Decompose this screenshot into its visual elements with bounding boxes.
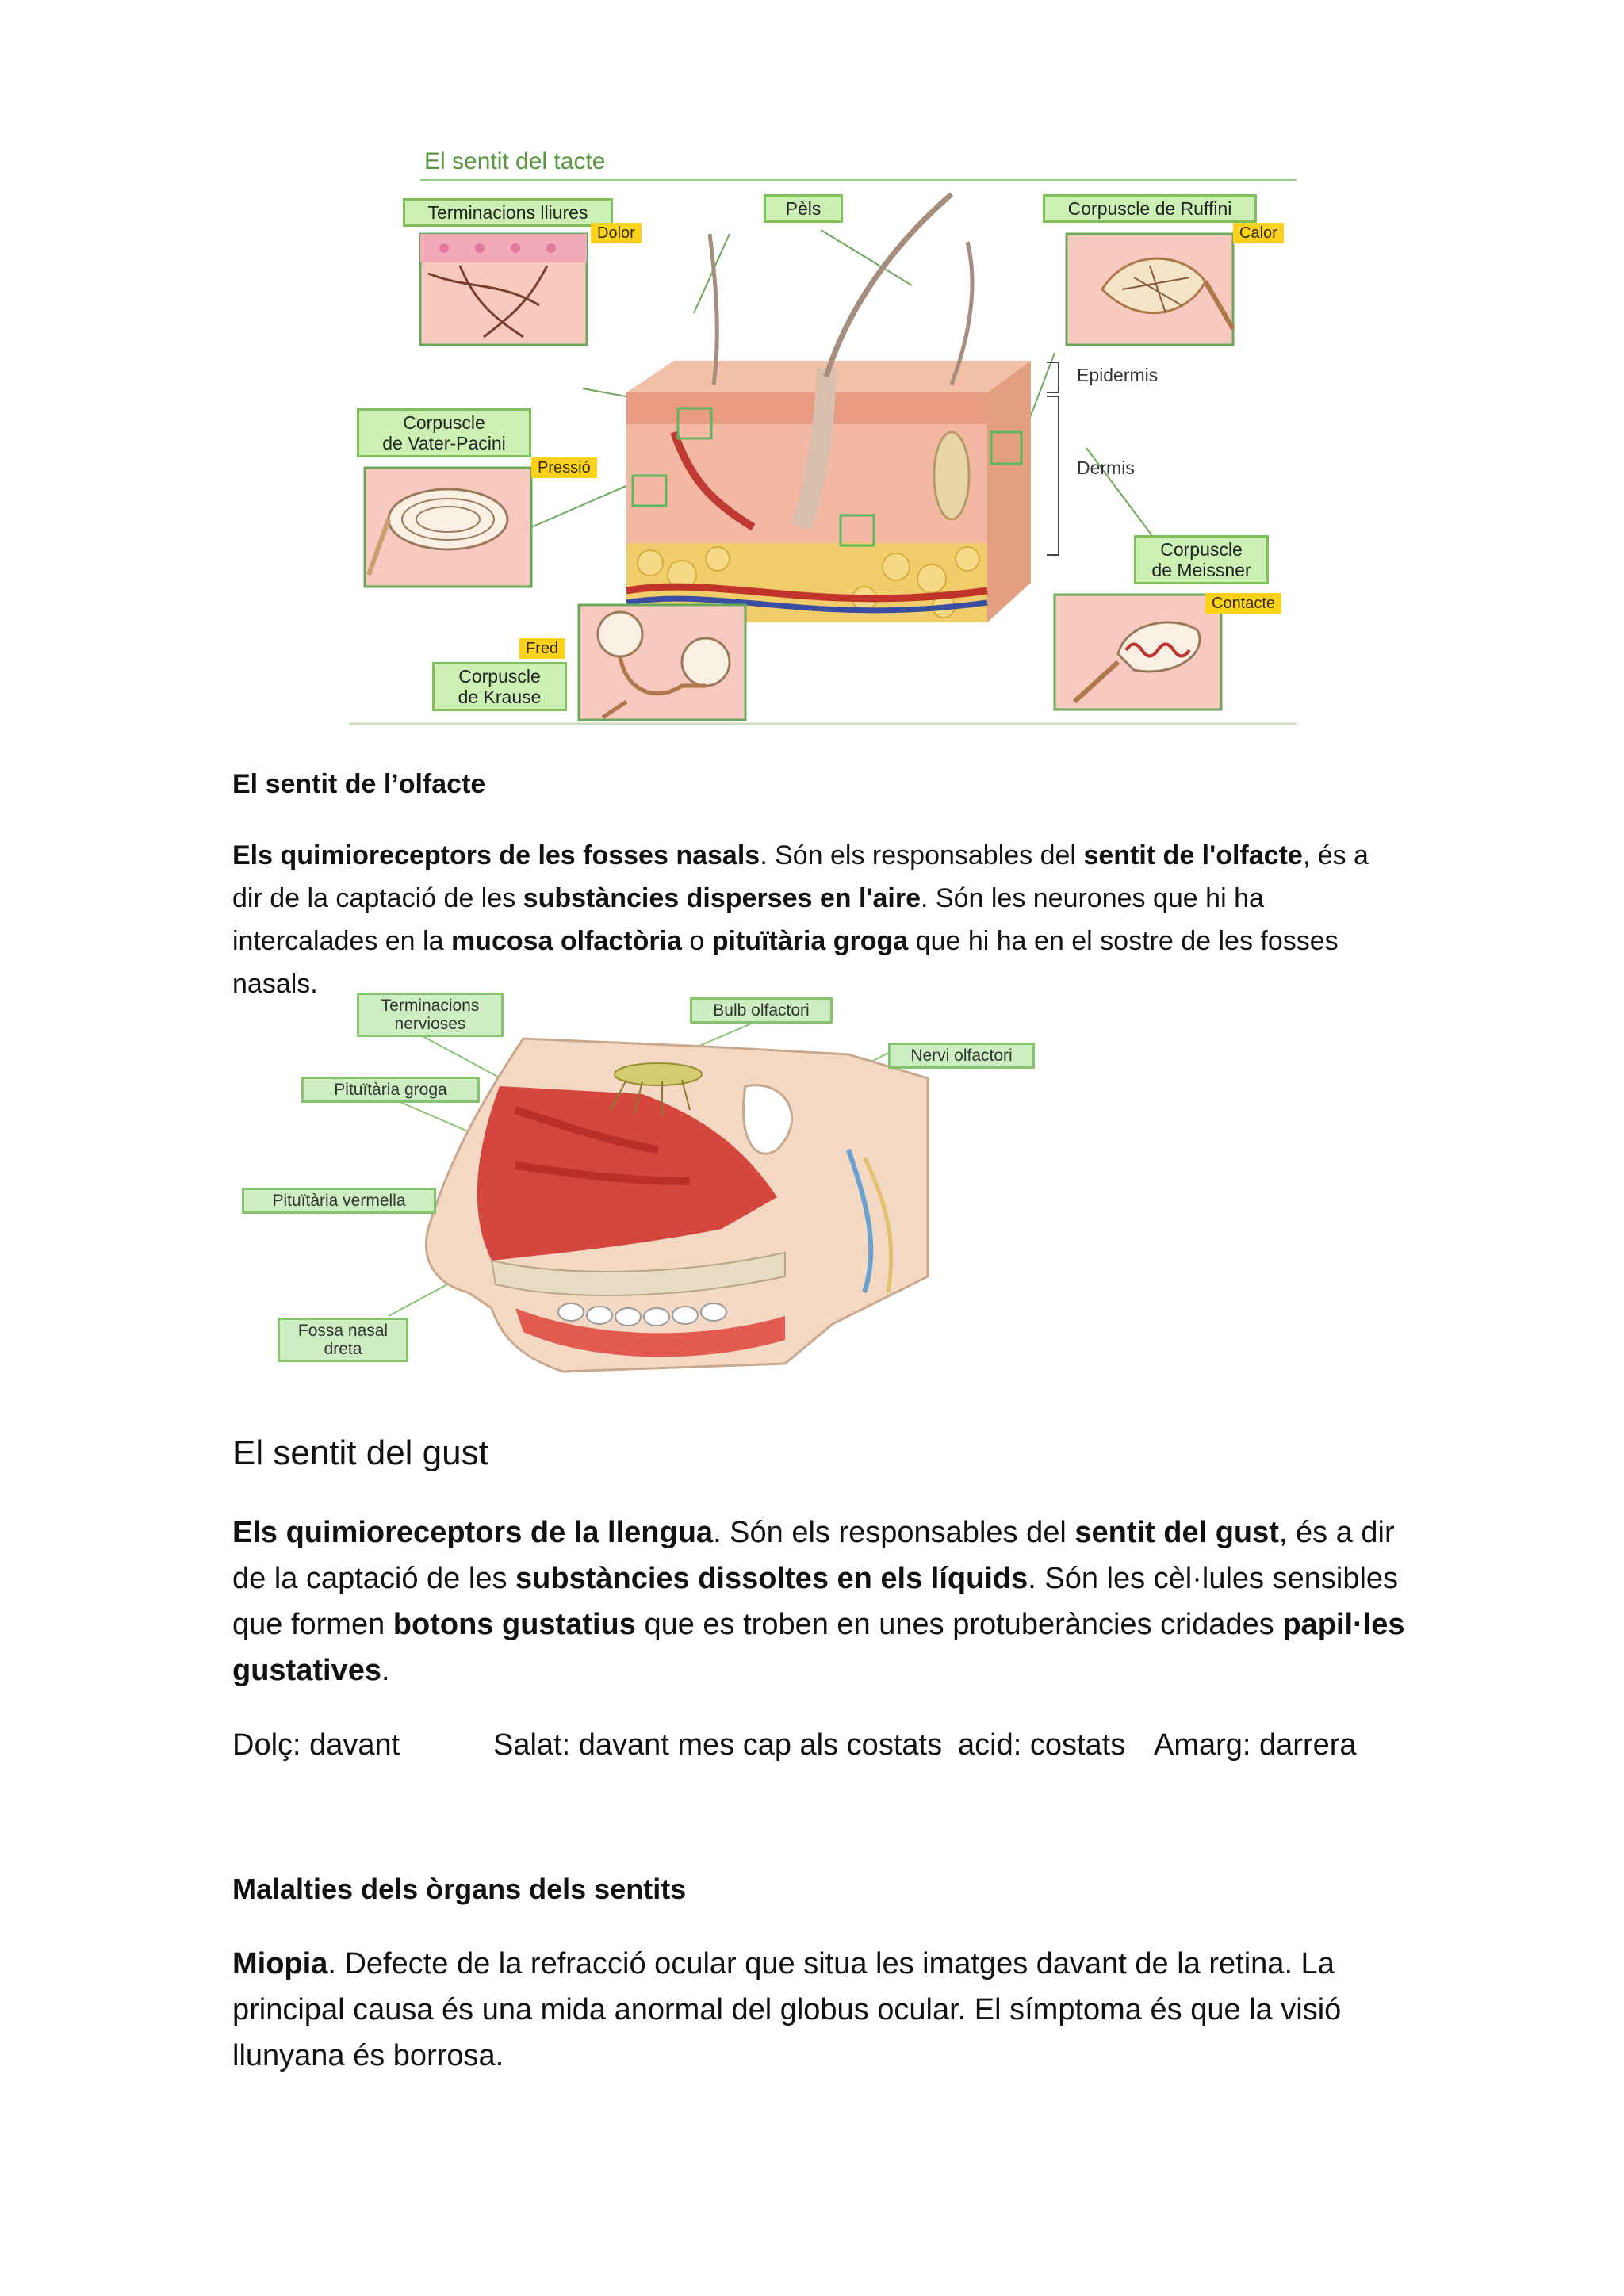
label-pituitaria-groga: Pituïtària groga: [301, 1077, 480, 1103]
label-calor: Calor: [1233, 223, 1284, 243]
gust-t4: que es troben en unes protuberàncies cridades: [635, 1608, 1283, 1641]
label-nervi-olfactori: Nervi olfactori: [888, 1043, 1035, 1069]
gust-paragraph: [232, 1510, 1406, 1693]
label-terminacions-line2: nervioses: [394, 1015, 466, 1033]
olfacte-t5: que hi ha en el sostre de les fosses nasals.: [232, 926, 1339, 999]
touch-title: El sentit del tacte: [424, 148, 606, 174]
gust-b5: papil·les gustatives: [232, 1608, 1405, 1687]
label-dolor: Dolor: [591, 223, 642, 243]
label-meissner: [1134, 535, 1269, 584]
label-terminacions-lliures: Terminacions lliures: [403, 198, 613, 227]
label-dermis: Dermis: [1077, 457, 1135, 478]
label-bulb-olfactori: Bulb olfactori: [690, 997, 833, 1024]
olfacte-paragraph: [232, 834, 1406, 1005]
label-meissner-line1: Corpuscle: [1160, 539, 1243, 560]
label-krause: [432, 662, 567, 711]
label-krause-line2: de Krause: [458, 687, 542, 707]
label-pels: Pèls: [764, 194, 843, 223]
miopia-b1: Miopia: [232, 1947, 328, 1980]
miopia-paragraph: [232, 1941, 1406, 2079]
olfacte-t2: , és a dir de la captació de les: [232, 840, 1369, 913]
gust-b3: substàncies dissoltes en els líquids: [515, 1562, 1028, 1595]
miopia-t1: . Defecte de la refracció ocular que situa les imatges davant de la retina. La principal causa és una mida anormal del globus ocular. El símptoma és que la visió llunyana és borrosa.: [232, 1947, 1342, 2072]
olfacte-heading: El sentit de l’olfacte: [232, 769, 486, 799]
touch-diagram: [341, 147, 1300, 729]
gust-heading: El sentit del gust: [232, 1433, 488, 1472]
olfacte-t4: o: [681, 926, 712, 956]
label-contacte: Contacte: [1205, 593, 1281, 614]
taste-dolc: Dolç: davant: [232, 1728, 400, 1762]
malalties-heading: Malalties dels òrgans dels sentits: [232, 1873, 687, 1905]
gust-t5: .: [381, 1654, 390, 1687]
gust-b4: botons gustatius: [393, 1608, 636, 1641]
olfacte-b2: sentit de l'olfacte: [1083, 840, 1303, 871]
label-fossa-nasal: [278, 1318, 408, 1362]
label-terminacions-line1: Terminacions: [381, 997, 480, 1015]
label-fossa-line1: Fossa nasal: [297, 1322, 389, 1340]
label-fred: Fred: [519, 638, 565, 659]
olfacte-b1: Els quimioreceptors de les fosses nasals: [232, 840, 760, 871]
olfacte-b5: pituïtària groga: [711, 926, 909, 956]
label-terminacions-nervioses: [357, 993, 504, 1037]
label-vater-line1: Corpuscle: [403, 412, 485, 433]
taste-amarg: Amarg: darrera: [1154, 1728, 1357, 1762]
label-fossa-line2: dreta: [324, 1340, 362, 1358]
gust-t1: . Són els responsables del: [713, 1516, 1075, 1549]
nose-diagram: [230, 991, 1055, 1403]
gust-b2: sentit del gust: [1074, 1516, 1279, 1549]
label-vater-line2: de Vater-Pacini: [382, 433, 506, 453]
gust-t3: . Són les cèl·lules sensibles que formen: [232, 1562, 1399, 1641]
taste-salat: Salat: davant mes cap als costats: [493, 1728, 943, 1762]
label-vater-pacini: [357, 408, 531, 457]
olfacte-t3: . Són les neurones que hi ha intercalades en la: [232, 883, 1264, 956]
label-meissner-line2: de Meissner: [1151, 560, 1251, 580]
label-krause-line1: Corpuscle: [458, 666, 541, 687]
olfacte-b3: substàncies disperses en l'aire: [523, 883, 921, 913]
label-pituitaria-vermella: Pituïtària vermella: [242, 1188, 436, 1214]
label-epidermis: Epidermis: [1077, 365, 1159, 385]
gust-b1: Els quimioreceptors de la llengua: [232, 1516, 714, 1549]
olfacte-b4: mucosa olfactòria: [450, 926, 682, 956]
olfacte-t1: . Són els responsables del: [760, 840, 1084, 871]
gust-t2: , és a dir de la captació de les: [232, 1516, 1395, 1595]
label-ruffini: Corpuscle de Ruffini: [1043, 194, 1257, 223]
label-pressio: Pressió: [531, 457, 597, 478]
taste-acid: acid: costats: [958, 1728, 1126, 1762]
